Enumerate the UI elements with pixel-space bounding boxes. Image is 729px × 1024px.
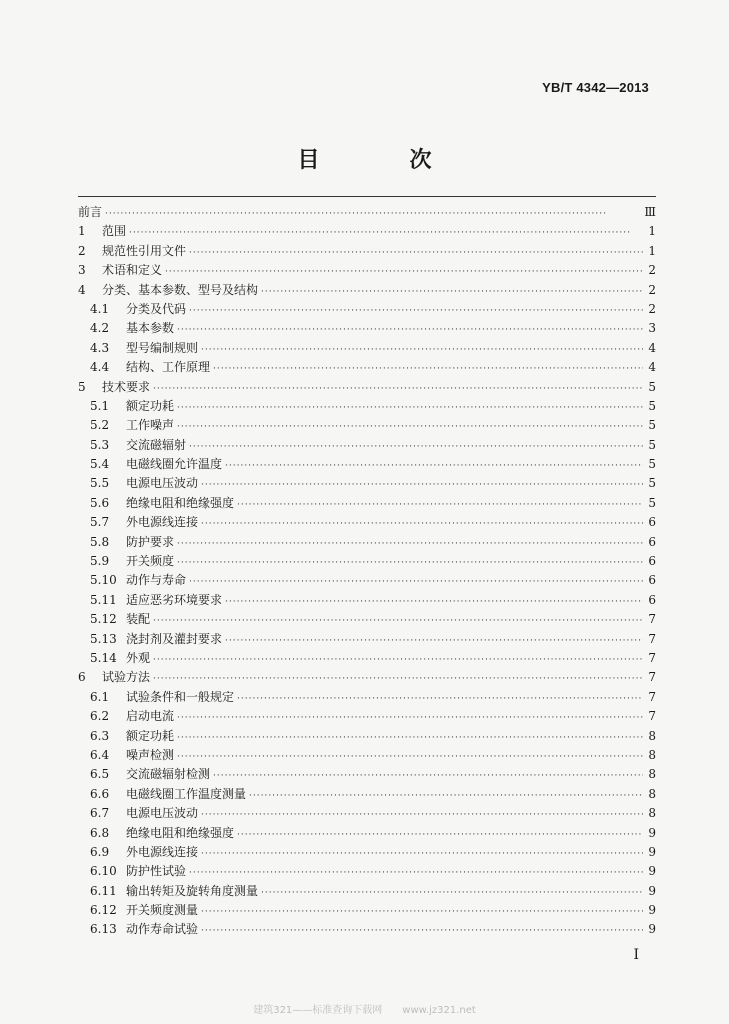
toc-dot-leader [177,399,643,418]
toc-entry-page: 6 [648,554,656,569]
toc-entry[interactable] [78,630,656,649]
toc-dot-leader [225,457,643,476]
toc-entry-number: 4.4 [90,360,110,375]
toc-dot-leader [153,651,643,670]
toc-entry-number: 6.13 [90,922,117,937]
toc-entry-number: 4.3 [90,340,110,355]
toc-entry-number: 6.7 [90,806,110,821]
toc-entry[interactable] [78,920,656,939]
toc-entry-label: 电磁线圈允许温度 [126,457,223,472]
toc-entry-page: 5 [648,495,656,510]
toc-dot-leader [189,438,643,457]
toc-entry-number: 5.5 [90,476,110,491]
toc-entry[interactable] [78,339,656,358]
toc-entry-number: 5.2 [90,418,110,433]
toc-entry[interactable] [78,882,656,901]
toc-entry-page: 5 [648,437,656,452]
toc-entry-page: 8 [648,728,656,743]
toc-entry-label: 启动电流 [126,709,175,724]
toc-dot-leader [177,729,643,748]
toc-entry-number: 6.9 [90,844,110,859]
toc-dot-leader [261,283,643,302]
toc-entry-label: 技术要求 [102,379,151,394]
toc-entry-label: 适应恶劣环境要求 [126,592,223,607]
toc-entry[interactable] [78,843,656,862]
toc-entry-number: 6.11 [90,883,117,898]
toc-dot-leader [249,787,643,806]
toc-entry-number: 6.6 [90,786,110,801]
toc-entry-number: 1 [78,224,86,239]
toc-entry-label: 交流磁辐射检测 [126,767,211,782]
toc-entry-page: 8 [648,747,656,762]
toc-entry-page: 7 [648,670,656,685]
toc-dot-leader [189,573,643,592]
toc-dot-leader [237,826,643,845]
toc-entry[interactable] [78,571,656,590]
toc-entry-label: 分类、基本参数、型号及结构 [102,282,259,297]
toc-entry-number: 5.4 [90,457,110,472]
toc-entry-label: 电磁线圈工作温度测量 [126,786,247,801]
toc-entry-page: 6 [648,534,656,549]
toc-entry-page: 5 [648,476,656,491]
toc-entry-label: 外电源线连接 [126,844,199,859]
toc-entry-page: 7 [648,650,656,665]
toc-entry-number: 3 [78,263,86,278]
toc-entry[interactable] [78,281,656,300]
toc-entry-label: 开关频度 [126,554,175,569]
toc-entry-number: 6.8 [90,825,110,840]
toc-entry-page: 4 [648,360,656,375]
toc-entry[interactable] [78,513,656,532]
toc-entry-label: 额定功耗 [126,728,175,743]
toc-entry-page: 2 [648,301,656,316]
toc-dot-leader [105,205,641,224]
toc-entry[interactable] [78,242,656,261]
table-of-contents [78,203,656,940]
toc-entry-number: 5.11 [90,592,117,607]
toc-entry-page: 1 [648,243,656,258]
toc-dot-leader [213,767,643,786]
toc-entry-page: 9 [648,883,656,898]
toc-dot-leader [201,515,643,534]
toc-entry-page: 9 [648,922,656,937]
toc-entry-page: 9 [648,844,656,859]
toc-entry[interactable] [78,261,656,280]
toc-entry[interactable] [78,203,656,222]
toc-entry-label: 分类及代码 [126,301,187,316]
toc-entry[interactable] [78,746,656,765]
toc-entry-label: 前言 [78,205,103,219]
toc-entry-number: 4.1 [90,301,110,316]
toc-entry-label: 动作寿命试验 [126,922,199,937]
toc-entry-label: 动作与寿命 [126,573,187,588]
toc-entry[interactable] [78,804,656,823]
toc-entry-number: 5.3 [90,437,110,452]
page-title: 目 次 [297,147,466,173]
toc-entry-label: 型号编制规则 [126,340,199,355]
toc-entry-page: Ⅲ [644,205,656,219]
toc-entry[interactable] [78,378,656,397]
toc-entry-label: 绝缘电阻和绝缘强度 [126,495,235,510]
toc-entry-label: 基本参数 [126,321,175,336]
toc-dot-leader [237,690,643,709]
toc-entry[interactable] [78,300,656,319]
toc-entry-page: 6 [648,592,656,607]
toc-entry[interactable] [78,901,656,920]
toc-dot-leader [177,535,643,554]
toc-entry-label: 装配 [126,612,151,627]
toc-entry[interactable] [78,649,656,668]
toc-entry[interactable] [78,707,656,726]
toc-entry-label: 开关频度测量 [126,903,199,918]
toc-entry[interactable] [78,222,656,241]
toc-entry-number: 6.4 [90,747,110,762]
toc-entry-number: 2 [78,243,86,258]
toc-entry-number: 4 [78,282,86,297]
toc-dot-leader [201,806,643,825]
toc-entry-number: 5.1 [90,398,110,413]
toc-dot-leader [225,593,643,612]
toc-dot-leader [189,244,643,263]
toc-dot-leader [225,632,643,651]
toc-entry-number: 5.13 [90,631,117,646]
toc-entry[interactable] [78,494,656,513]
toc-dot-leader [177,748,643,767]
toc-entry-page: 1 [648,224,656,239]
watermark: 建筑321——标准查询下载网 www.jz321.net [253,1005,476,1016]
toc-entry-page: 7 [648,612,656,627]
toc-entry-number: 6 [78,670,86,685]
toc-entry-number: 6.1 [90,689,110,704]
toc-entry[interactable] [78,552,656,571]
toc-entry[interactable] [78,862,656,881]
toc-entry-page: 6 [648,515,656,530]
toc-entry[interactable] [78,785,656,804]
toc-entry-label: 电源电压波动 [126,476,199,491]
toc-entry-number: 5.6 [90,495,110,510]
toc-entry[interactable] [78,397,656,416]
toc-dot-leader [201,845,643,864]
toc-entry-label: 试验方法 [102,670,151,685]
toc-entry-page: 2 [648,263,656,278]
toc-dot-leader [261,884,643,903]
toc-entry-page: 5 [648,379,656,394]
toc-entry-number: 6.2 [90,709,110,724]
toc-entry-label: 结构、工作原理 [126,360,211,375]
toc-dot-leader [177,418,643,437]
toc-dot-leader [201,922,643,941]
toc-entry-page: 9 [648,864,656,879]
toc-entry[interactable] [78,455,656,474]
toc-entry-number: 5.12 [90,612,117,627]
toc-entry-label: 交流磁辐射 [126,437,187,452]
toc-entry-label: 额定功耗 [126,398,175,413]
standard-code: YB/T 4342—2013 [542,80,649,95]
toc-entry-label: 防护性试验 [126,864,187,879]
toc-entry-label: 范围 [102,224,127,239]
toc-dot-leader [201,341,643,360]
toc-entry-label: 试验条件和一般规定 [126,689,235,704]
toc-entry[interactable] [78,765,656,784]
toc-entry-label: 外观 [126,650,151,665]
toc-entry[interactable] [78,416,656,435]
toc-entry-number: 6.12 [90,903,117,918]
toc-entry-number: 5.7 [90,515,110,530]
toc-entry-number: 5.8 [90,534,110,549]
toc-entry-page: 9 [648,825,656,840]
toc-dot-leader [189,302,643,321]
toc-entry-page: 7 [648,631,656,646]
toc-entry-label: 噪声检测 [126,747,175,762]
toc-entry-number: 5.9 [90,554,110,569]
toc-entry-number: 5.14 [90,650,117,665]
toc-entry-label: 术语和定义 [102,263,163,278]
toc-entry-label: 浇封剂及灌封要求 [126,631,223,646]
toc-dot-leader [153,380,643,399]
toc-entry-number: 5.10 [90,573,117,588]
toc-dot-leader [177,321,643,340]
toc-dot-leader [201,903,643,922]
toc-entry-page: 6 [648,573,656,588]
page-number: I [633,947,639,963]
toc-entry[interactable] [78,474,656,493]
toc-dot-leader [177,554,643,573]
toc-entry-page: 5 [648,398,656,413]
toc-entry-label: 外电源线连接 [126,515,199,530]
toc-dot-leader [129,224,643,243]
toc-entry[interactable] [78,727,656,746]
toc-entry-page: 9 [648,903,656,918]
toc-entry-page: 7 [648,709,656,724]
toc-entry-number: 5 [78,379,86,394]
toc-entry-page: 4 [648,340,656,355]
toc-entry-number: 6.10 [90,864,117,879]
toc-entry-number: 4.2 [90,321,110,336]
toc-entry-label: 绝缘电阻和绝缘强度 [126,825,235,840]
toc-entry-page: 2 [648,282,656,297]
toc-entry-page: 7 [648,689,656,704]
toc-entry[interactable] [78,688,656,707]
toc-entry[interactable] [78,436,656,455]
toc-entry-page: 5 [648,457,656,472]
toc-entry[interactable] [78,610,656,629]
toc-entry-label: 工作噪声 [126,418,175,433]
toc-dot-leader [177,709,643,728]
toc-entry-number: 6.3 [90,728,110,743]
toc-entry-label: 规范性引用文件 [102,243,187,258]
toc-entry-label: 电源电压波动 [126,806,199,821]
toc-dot-leader [201,476,643,495]
toc-entry[interactable] [78,824,656,843]
toc-entry[interactable] [78,591,656,610]
toc-entry-page: 8 [648,806,656,821]
toc-entry[interactable] [78,533,656,552]
toc-entry[interactable] [78,668,656,687]
toc-entry-page: 3 [648,321,656,336]
toc-dot-leader [213,360,643,379]
header-divider [78,196,656,197]
toc-entry-label: 输出转矩及旋转角度测量 [126,883,259,898]
toc-entry-page: 8 [648,767,656,782]
toc-entry-page: 5 [648,418,656,433]
toc-entry-number: 6.5 [90,767,110,782]
toc-entry-page: 8 [648,786,656,801]
toc-entry[interactable] [78,319,656,338]
toc-entry-label: 防护要求 [126,534,175,549]
toc-dot-leader [153,612,643,631]
toc-dot-leader [237,496,643,515]
toc-entry[interactable] [78,358,656,377]
